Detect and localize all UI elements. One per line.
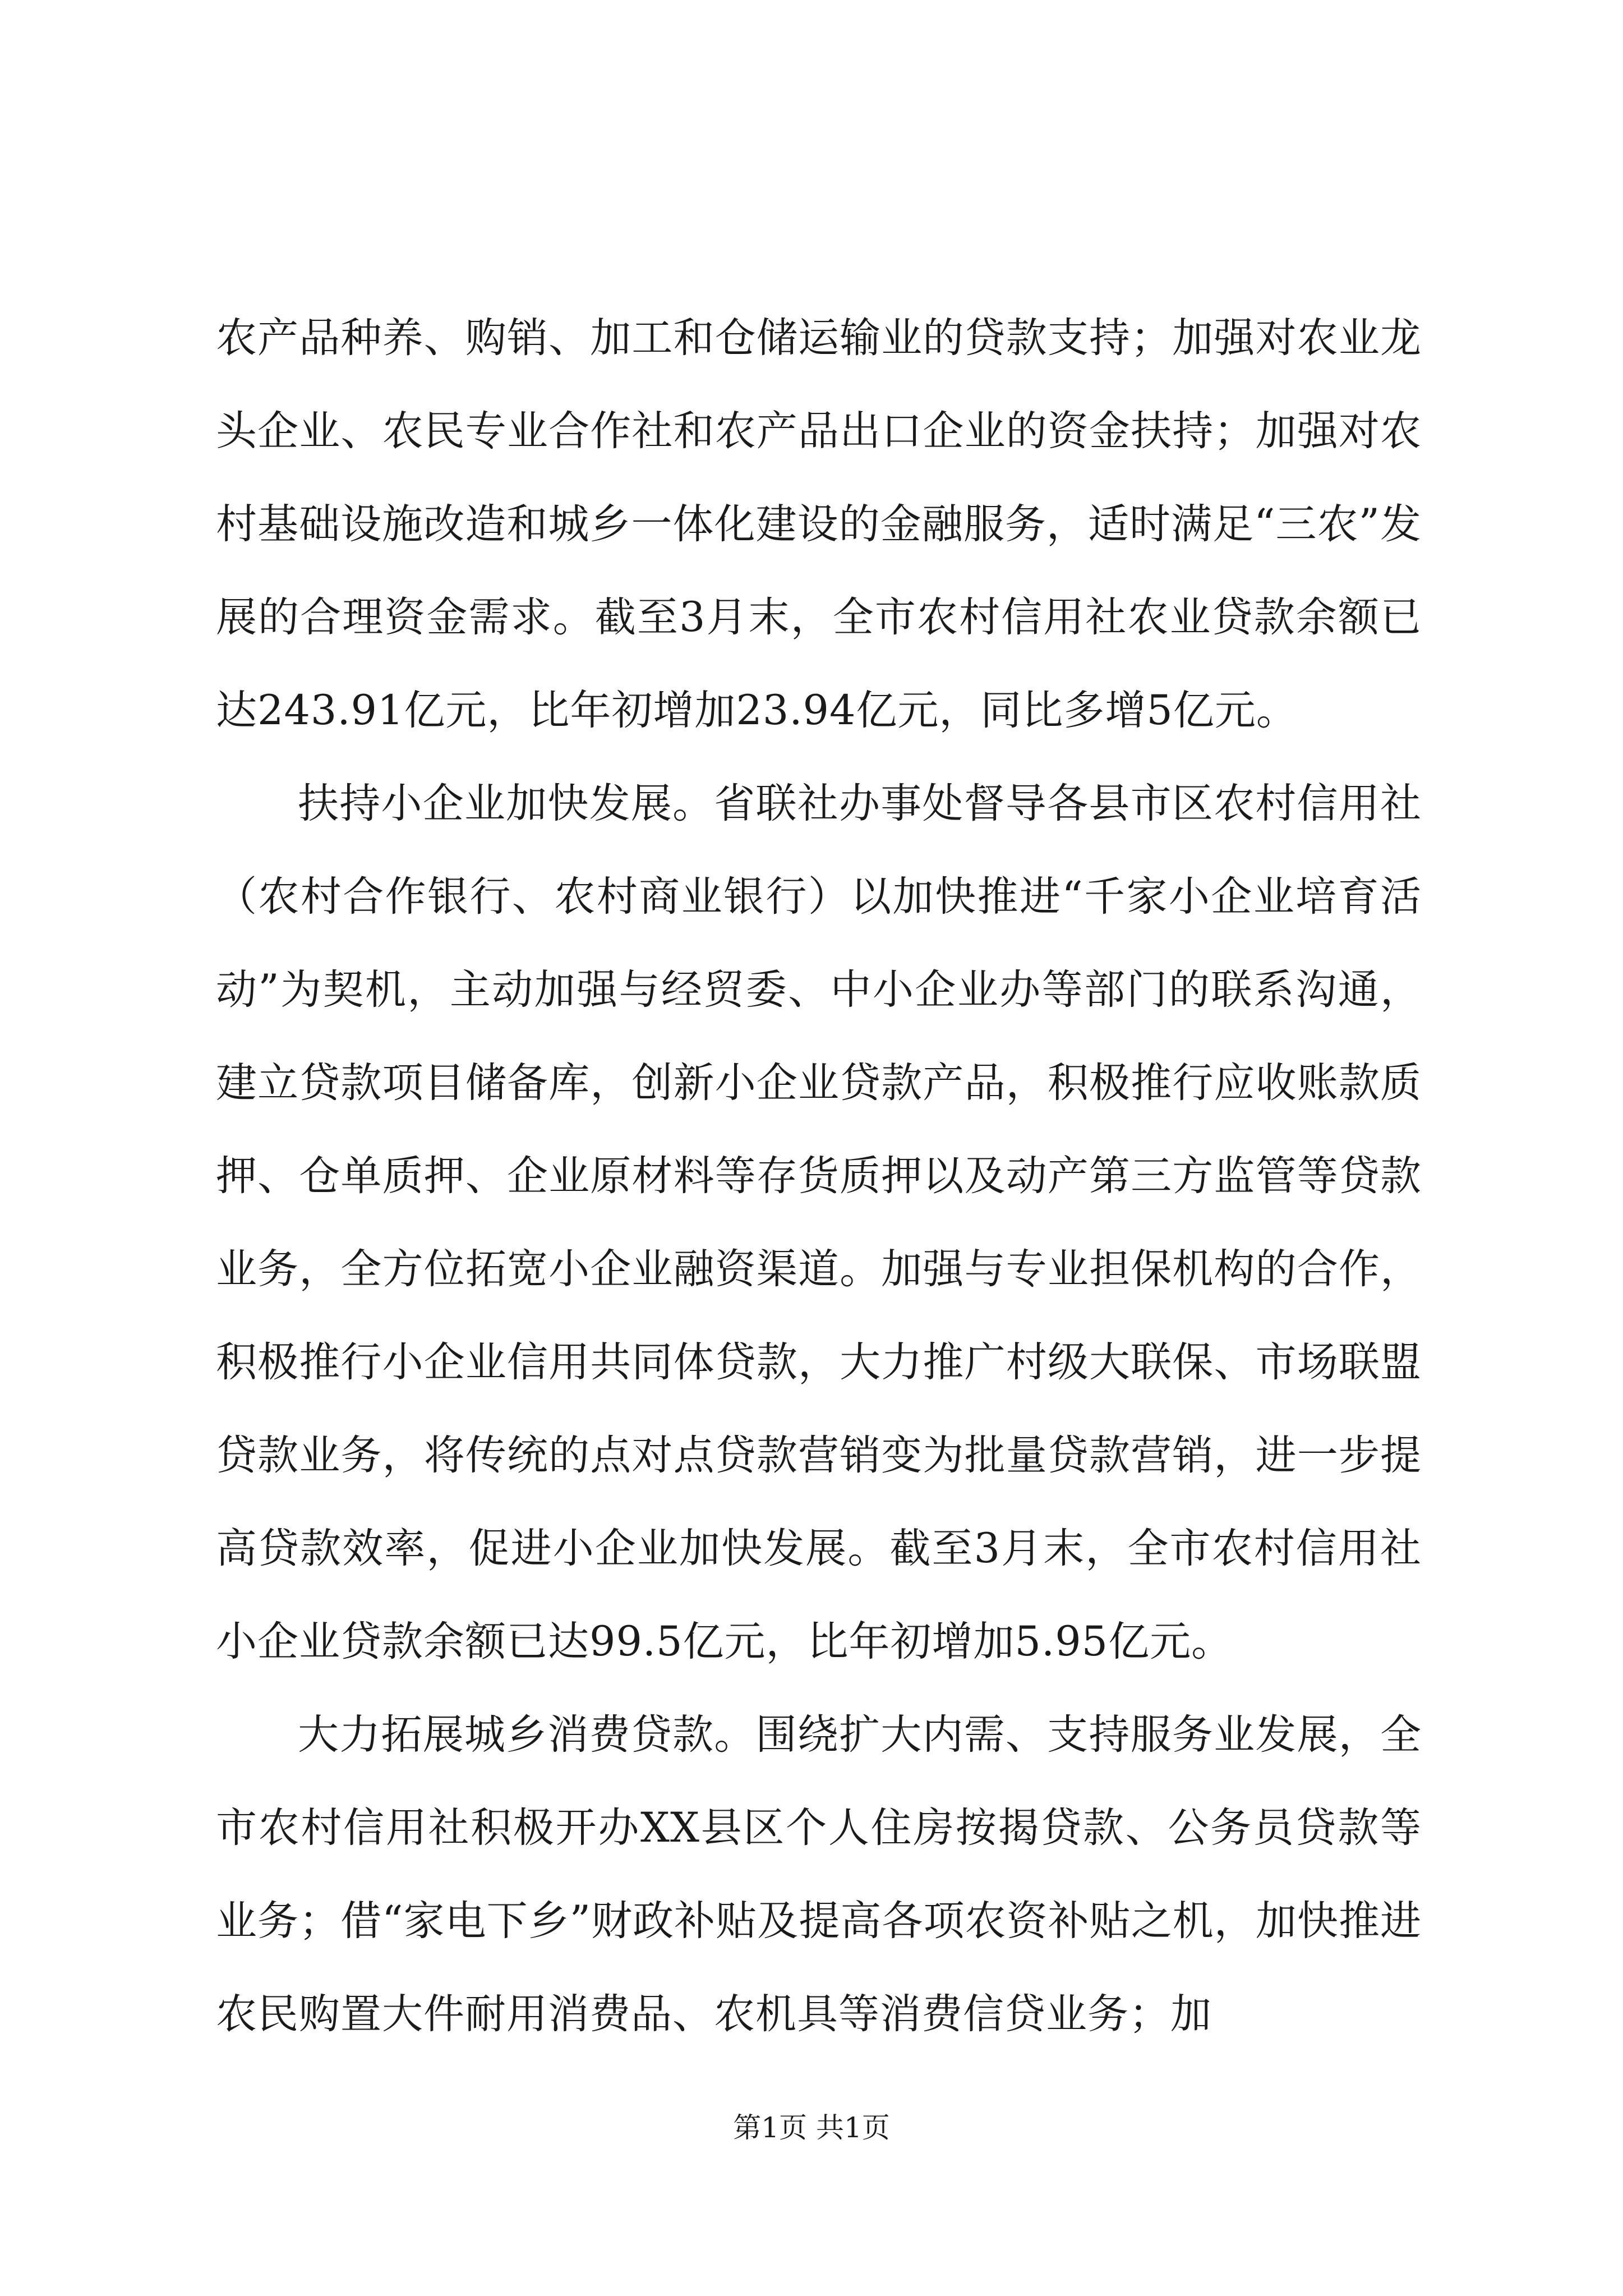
page-footer: 第1页 共1页 [733,2111,890,2144]
paragraph-agriculture-loans: 农产品种养、购销、加工和仓储运输业的贷款支持；加强对农业龙头企业、农民专业合作社和农产品出口企业的资金扶持；加强对农村基础设施改造和城乡一体化建设的金融服务，适时满足“三农”发展的合理资金需求。截至3月末，全市农村信用社农业贷款余额已达243.91亿元，比年初增加23.94亿元，同比多增5亿元。 [216,314,1422,734]
paragraph-small-enterprise: 扶持小企业加快发展。省联社办事处督导各县市区农村信用社（农村合作银行、农村商业银行）以加快推进“千家小企业培育活动”为契机，主动加强与经贸委、中小企业办等部门的联系沟通，建立贷款项目储备库，创新小企业贷款产品，积极推行应收账款质押、仓单质押、企业原材料等存货质押以及动产第三方监管等贷款业务，全方位拓宽小企业融资渠道。加强与专业担保机构的合作，积极推行小企业信用共同体贷款，大力推广村级大联保、市场联盟贷款业务，将传统的点对点贷款营销变为批量贷款营销，进一步提高贷款效率，促进小企业加快发展。截至3月末，全市农村信用社小企业贷款余额已达99.5亿元，比年初增加5.95亿元。 [216,780,1422,1665]
paragraph-consumer-loans: 大力拓展城乡消费贷款。围绕扩大内需、支持服务业发展，全市农村信用社积极开办XX县区个人住房按揭贷款、公务员贷款等业务；借“家电下乡”财政补贴及提高各项农资补贴之机，加快推进农民购置大件耐用消费品、农机具等消费信贷业务；加 [216,1711,1422,2038]
document-body [216,292,1422,2061]
